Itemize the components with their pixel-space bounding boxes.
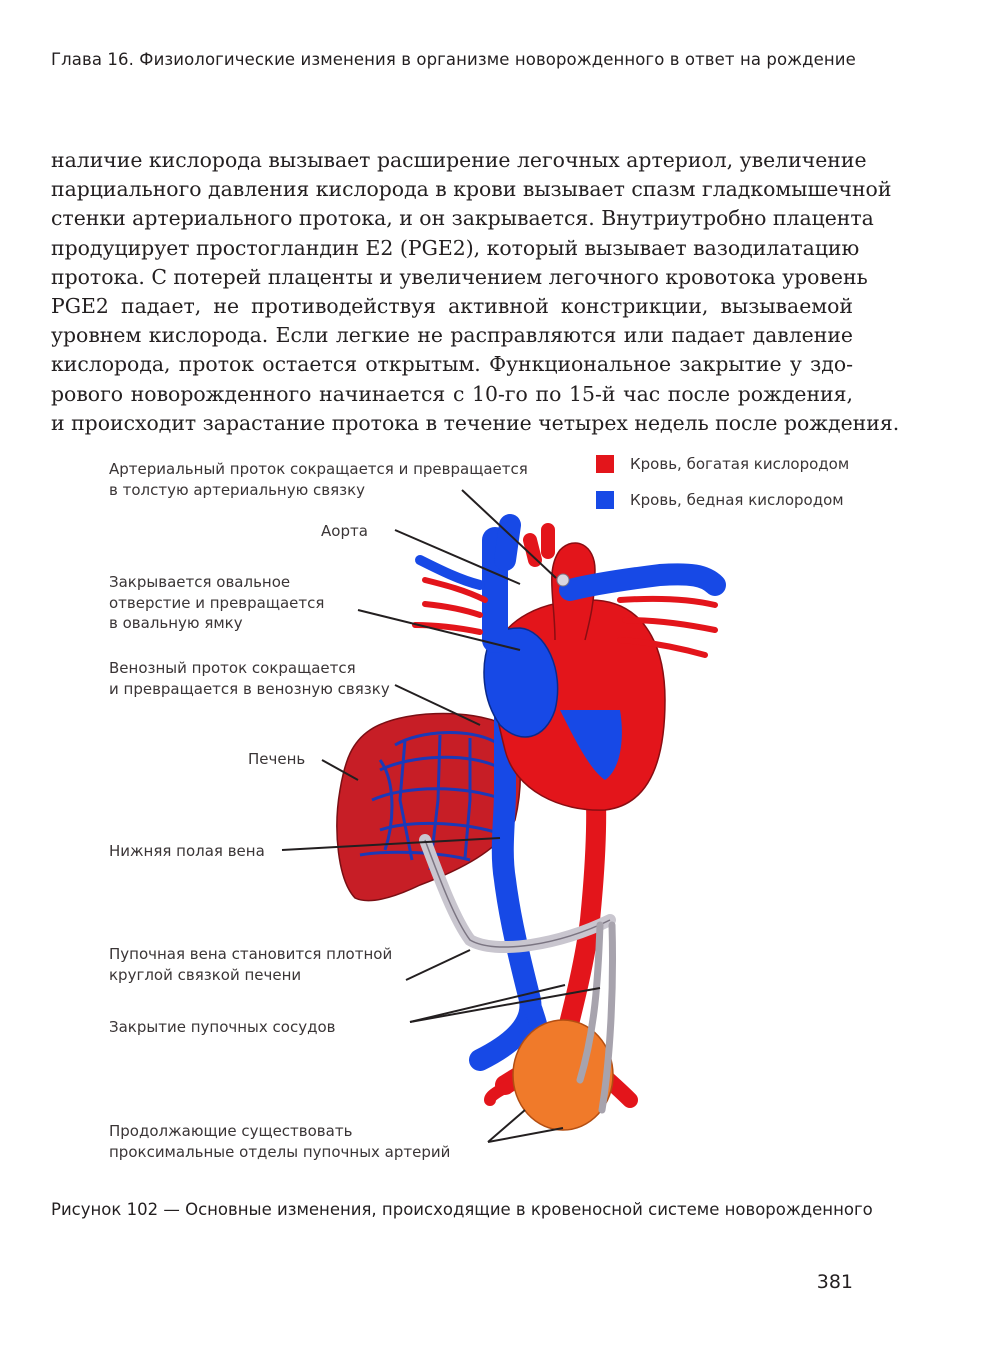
label-umbilical-vessels	[109, 1017, 335, 1038]
label-ductus-venosus	[109, 658, 390, 699]
body-line: кислорода, проток остается открытым. Функциональное закрытие у здо-	[51, 352, 853, 377]
label-line: Аорта	[321, 522, 368, 540]
body-line: протока. С потерей плаценты и увеличением легочного кровотока уровень	[51, 264, 868, 289]
body-line: наличие кислорода вызывает расширение легочных артериол, увеличение	[51, 148, 867, 172]
body-line: рового новорожденного начинается с 10-го по 15-й час после рождения,	[51, 381, 853, 406]
legend-label: Кровь, бедная кислородом	[630, 491, 844, 509]
label-line: Пупочная вена становится плотной	[109, 945, 393, 963]
label-line: отверстие и превращается	[109, 593, 325, 612]
bladder-shape	[513, 1020, 613, 1130]
label-line: в овальную ямку	[109, 614, 243, 633]
label-liver	[248, 749, 305, 770]
body-line: PGE2 падает, не противодействуя активной констрикции, вызываемой	[51, 294, 853, 319]
label-ivc	[109, 841, 265, 862]
label-foramen-ovale	[109, 572, 324, 634]
label-line: в толстую артериальную связку	[109, 480, 366, 499]
chapter-header: Глава 16. Физиологические изменения в организме новорожденного в ответ на рождение	[51, 50, 856, 69]
label-line: круглой связкой печени	[109, 965, 302, 984]
legend-swatch-red	[596, 455, 614, 473]
label-line: Нижняя полая вена	[109, 842, 265, 860]
label-line: проксимальные отделы пупочных артерий	[109, 1142, 451, 1161]
body-line: и происходит зарастание протока в течение четырех недель после рождения.	[51, 410, 900, 435]
legend-label: Кровь, богатая кислородом	[630, 455, 850, 473]
legend-swatch-blue	[596, 491, 614, 509]
label-line: Печень	[248, 750, 306, 768]
label-umbilical-vein	[109, 944, 392, 985]
label-line: Продолжающие существовать	[109, 1122, 353, 1140]
label-line: Артериальный проток сокращается и превращается	[109, 460, 528, 478]
liver-shape	[337, 714, 520, 901]
label-line: Венозный проток сокращается	[109, 659, 356, 677]
body-line: уровнем кислорода. Если легкие не расправляются или падает давление	[51, 323, 853, 348]
label-line: Закрытие пупочных сосудов	[109, 1018, 336, 1036]
label-umbilical-arteries	[109, 1121, 450, 1162]
label-aorta	[321, 521, 368, 542]
figure-caption: Рисунок 102 — Основные изменения, происходящие в кровеносной системе новорожденного	[51, 1200, 873, 1219]
page-number: 381	[816, 1271, 853, 1293]
body-line: стенки артериального протока, и он закрывается. Внутриутробно плацента	[51, 206, 874, 231]
body-line: продуцирует простогландин E2 (PGE2), который вызывает вазодилатацию	[51, 235, 860, 260]
label-line: Закрывается овальное	[109, 573, 291, 591]
label-ductus-arteriosus	[109, 459, 528, 500]
body-line: парциального давления кислорода в крови вызывает спазм гладкомышечной	[51, 177, 892, 202]
label-line: и превращается в венозную связку	[109, 679, 390, 698]
